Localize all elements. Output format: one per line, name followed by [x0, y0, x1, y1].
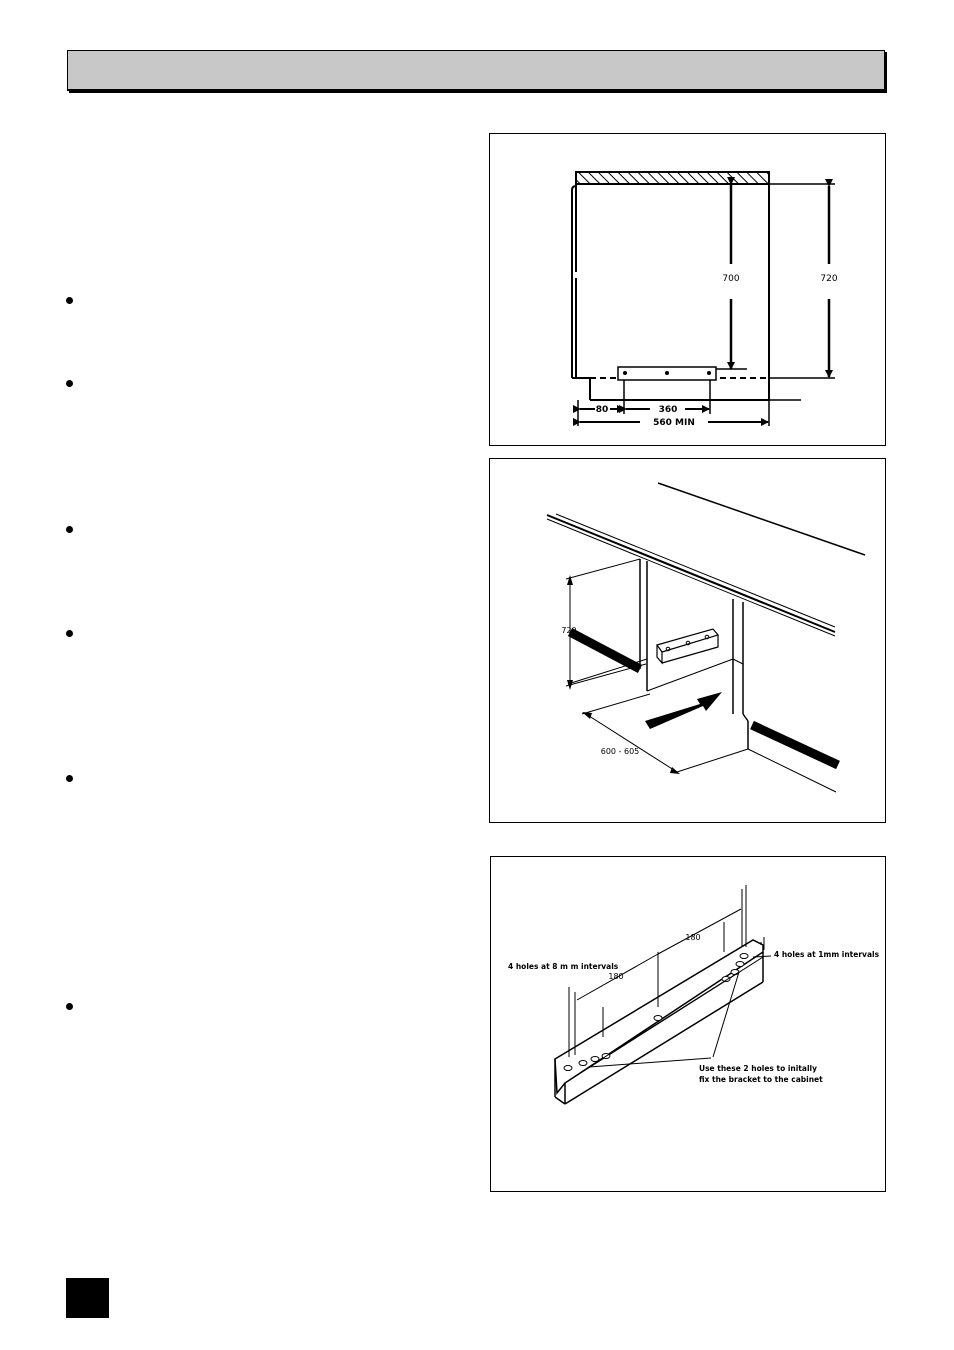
- holes-8mm-label: 4 holes at 8 m m intervals: [508, 962, 619, 971]
- dimension-700-label: 700: [722, 274, 740, 284]
- bullet-point: [66, 526, 73, 533]
- worktop-edge: [547, 515, 835, 632]
- dimension-720-label: 720: [561, 626, 577, 635]
- installation-perspective-figure: [489, 458, 886, 823]
- use-holes-label-line2: fix the bracket to the cabinet: [699, 1075, 823, 1084]
- use-holes-label-line1: Use these 2 holes to initally: [699, 1064, 817, 1073]
- dimension-180-left-label: 180: [608, 972, 624, 981]
- bullet-point: [66, 775, 73, 782]
- worktop-hatched: [576, 172, 769, 184]
- dimension-600-605-label: 600 - 605: [600, 747, 640, 756]
- holes-1mm-label: 4 holes at 1mm intervals: [774, 950, 880, 959]
- bullet-point: [66, 380, 73, 387]
- bullet-point: [66, 1003, 73, 1010]
- bullet-point: [66, 630, 73, 637]
- installation-perspective-diagram: [490, 459, 885, 822]
- dimension-180-top-label: 180: [685, 933, 701, 942]
- dimension-360-label: 360: [658, 405, 678, 415]
- cabinet-dimensions-figure: [489, 133, 886, 446]
- bullet-point: [66, 297, 73, 304]
- dimension-560-label: 560 MIN: [653, 418, 695, 428]
- mounting-bracket-3d: [657, 629, 718, 663]
- bracket-detail-figure: [490, 856, 886, 1192]
- dimension-720-label: 720: [820, 274, 838, 284]
- page-number-box: [66, 1278, 109, 1318]
- bracket-detail-diagram: [491, 857, 885, 1191]
- section-header-bar: [67, 50, 885, 91]
- insert-direction-arrow: [645, 692, 722, 729]
- dimension-80-label: 80: [595, 405, 609, 415]
- cabinet-elevation-diagram: [490, 134, 885, 445]
